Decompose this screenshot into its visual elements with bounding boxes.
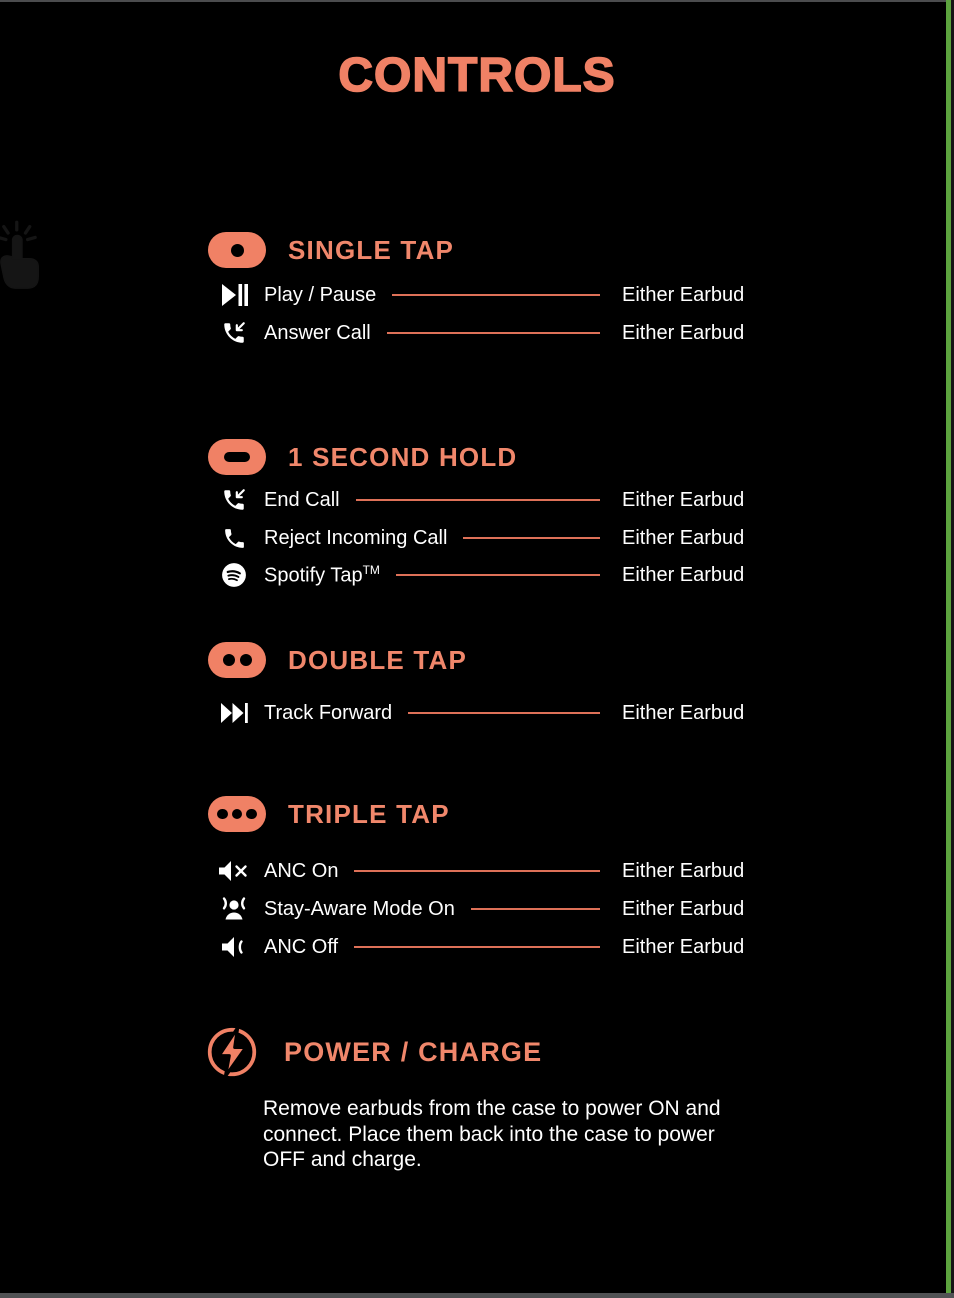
anc-on-icon	[208, 857, 260, 885]
double-tap-badge-icon	[208, 642, 266, 678]
play-pause-icon	[208, 281, 260, 309]
page-edge-top	[0, 0, 954, 2]
stay-aware-icon	[208, 895, 260, 923]
control-target: Either Earbud	[622, 897, 745, 920]
section-header-one-second-hold	[208, 439, 517, 475]
connector-line	[392, 294, 600, 297]
control-row-end-call	[208, 486, 752, 514]
control-row-answer-call	[208, 319, 752, 347]
page-title: CONTROLS	[338, 49, 616, 102]
triple-tap-badge-icon	[208, 796, 266, 832]
connector-line	[408, 712, 600, 715]
answer-call-icon	[208, 319, 260, 347]
page-edge-bottom	[0, 1293, 954, 1298]
control-target: Either Earbud	[622, 701, 745, 724]
control-target: Either Earbud	[622, 935, 745, 958]
connector-line	[354, 946, 600, 949]
tap-gesture-icon	[0, 220, 46, 296]
end-call-icon	[208, 486, 260, 514]
section-header-power-charge	[206, 1026, 542, 1078]
control-label: ANC On	[264, 859, 339, 882]
control-target: Either Earbud	[622, 488, 745, 511]
control-row-spotify-tap	[208, 561, 752, 589]
control-label: Play / Pause	[264, 283, 377, 306]
power-charge-description: Remove earbuds from the case to power ON and connect. Place them back into the case to power OFF and charge.	[263, 1097, 721, 1171]
control-row-reject-call	[208, 524, 752, 552]
section-header-double-tap	[208, 642, 467, 678]
control-target: Either Earbud	[622, 283, 745, 306]
track-forward-icon	[208, 699, 260, 727]
single-tap-badge-icon	[208, 232, 266, 268]
page-edge-green	[946, 0, 951, 1298]
spotify-icon	[208, 561, 260, 589]
control-target: Either Earbud	[622, 526, 745, 549]
connector-line	[471, 908, 600, 911]
control-label: Answer Call	[264, 321, 371, 344]
control-target: Either Earbud	[622, 563, 745, 586]
connector-line	[396, 574, 600, 577]
power-charge-icon	[206, 1026, 258, 1078]
control-row-track-forward	[208, 699, 752, 727]
control-row-anc-off	[208, 933, 752, 961]
section-label: 1 SECOND HOLD	[288, 441, 518, 472]
control-row-play-pause	[208, 281, 752, 309]
control-label: Stay-Aware Mode On	[264, 897, 455, 920]
connector-line	[463, 537, 600, 540]
section-label: TRIPLE TAP	[288, 798, 450, 829]
control-label: Spotify Tap™	[264, 562, 380, 587]
control-label: ANC Off	[264, 935, 339, 958]
control-row-anc-on	[208, 857, 752, 885]
section-label: SINGLE TAP	[288, 234, 455, 265]
section-label: POWER / CHARGE	[284, 1036, 543, 1067]
control-label: End Call	[264, 488, 340, 511]
section-header-triple-tap	[208, 796, 450, 832]
section-header-single-tap	[208, 232, 454, 268]
trademark-superscript: TM	[362, 562, 380, 577]
reject-call-icon	[208, 524, 260, 552]
connector-line	[387, 332, 600, 335]
control-target: Either Earbud	[622, 321, 745, 344]
anc-off-icon	[208, 933, 260, 961]
control-row-stay-aware	[208, 895, 752, 923]
control-label: Reject Incoming Call	[264, 526, 448, 549]
one-second-hold-badge-icon	[208, 439, 266, 475]
connector-line	[354, 870, 600, 873]
control-target: Either Earbud	[622, 859, 745, 882]
control-label: Track Forward	[264, 701, 393, 724]
connector-line	[356, 499, 600, 502]
section-label: DOUBLE TAP	[288, 644, 468, 675]
